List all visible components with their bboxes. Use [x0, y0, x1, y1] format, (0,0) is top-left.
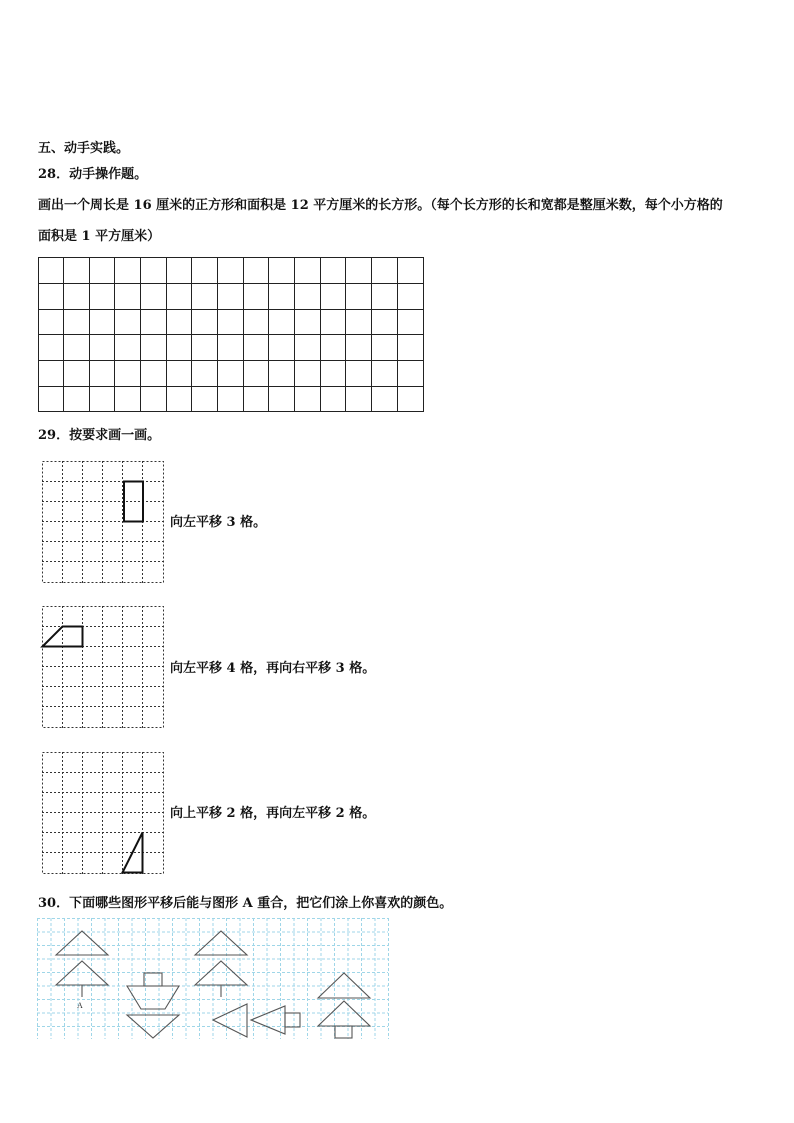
- q29-title: 29．按要求画一画。: [38, 428, 161, 443]
- tree-figure-3: [195, 931, 247, 997]
- q29-instruction-1: 向左平移 3 格。: [170, 515, 267, 530]
- q28-drawing-grid[interactable]: [38, 257, 424, 412]
- q29-grid-2[interactable]: [41, 605, 165, 729]
- figure-a-label: A: [77, 1001, 83, 1010]
- q29-grid-3[interactable]: [41, 751, 165, 875]
- q30-figure-grid[interactable]: [37, 918, 389, 1040]
- q28-line2: 面积是 1 平方厘米）: [38, 229, 161, 244]
- q29-instruction-3: 向上平移 2 格，再向左平移 2 格。: [170, 806, 376, 821]
- tree-figure-a: [56, 931, 108, 997]
- q29-instruction-2: 向左平移 4 格，再向右平移 3 格。: [170, 661, 376, 676]
- q28-line1: 画出一个周长是 16 厘米的正方形和面积是 12 平方厘米的长方形。（每个长方形的长和宽都是整厘米数，每个小方格的: [38, 198, 723, 213]
- section-heading: 五、动手实践。: [38, 141, 130, 156]
- tree-figure-inverted: [127, 973, 179, 1038]
- q30-title: 30．下面哪些图形平移后能与图形 A 重合，把它们涂上你喜欢的颜色。: [38, 896, 453, 911]
- tree-figure-5: [318, 973, 370, 1038]
- q29-grid-1[interactable]: [41, 460, 165, 584]
- q28-title: 28．动手操作题。: [38, 167, 148, 182]
